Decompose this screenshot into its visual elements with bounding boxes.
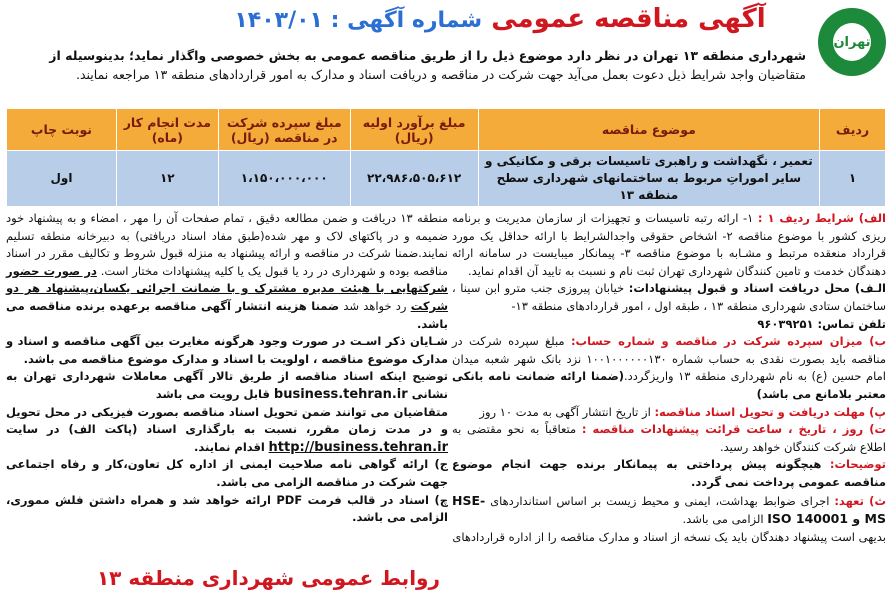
left-p1-bold: ضمنا هزینه انتشار آگهی مناقصه برعهده برنده مناقصه می باشد. [6, 298, 448, 331]
cell-duration: ۱۲ [116, 151, 218, 207]
title-number: شماره آگهی : ۱۴۰۳/۰۱ [234, 8, 483, 33]
condition-a-text: ۱- ارائه رتبه تاسیسات و تجهیزات از سازمان مدیریت و برنامه ریزی کشور با موضوع مناقصه ۲- اشخاص حقوقی واجدالشرایط با ارائه حداقل یک مورد قرارداد منعقده مرتبط و مشـابه با موضوع مناقصه ۳- پیمانکار میبایست در سامانه ارائه دهندگان خدمت و تامین کنندگان شهرداری تهران ثبت نام و نسبت به تایید آن اقدام نماید. [452, 211, 887, 278]
condition-th-label: ث) تعهد: [834, 493, 886, 508]
subject-line-1: تعمیر ، نگهداشت و راهبری تاسیسات برقی و مکانیکی و [484, 154, 813, 168]
footer-public-relations: روابط عمومی شهرداری منطقه ۱۳ [96, 566, 440, 590]
notes-text: هیچگونه پیش پرداختی به پیمانکار برنده جهت انجام موضوع مناقصه عمومی پرداخت نمی گردد. [452, 457, 886, 489]
page-title [200, 4, 800, 34]
left-paragraph-3 [6, 368, 448, 403]
cell-deposit: ۱،۱۵۰،۰۰۰،۰۰۰ [218, 151, 350, 207]
cell-estimate: ۲۲،۹۸۶،۵۰۵،۶۱۲ [350, 151, 478, 207]
logo-text: تهران [833, 23, 871, 61]
notes [452, 456, 886, 491]
condition-t-label: ت) روز ، تاریخ ، ساعت قرائت پیشنهادات مناقصه : [581, 422, 887, 437]
condition-b-label: ب) میزان سپرده شرکت در مناقصه و شماره حساب: [570, 334, 887, 349]
left-p3-text: توضیح اینکه اسناد مناقصه از طریق تالار آگهی معاملات شهرداری تهران به نشانی [6, 369, 448, 401]
condition-p [452, 404, 886, 422]
condition-p-label: پ) مهلت دریافت و تحویل اسناد مناقصه: [654, 404, 886, 419]
left-paragraph-2: شـایان ذکر اسـت در صورت وجود هرگونه مغایرت بین آگهی مناقصه و اسناد و مدارک موضوع مناقصه ، اولویت با اسناد و مدارک موضوع مناقصه می باشد. [6, 334, 448, 366]
cell-subject [478, 151, 819, 207]
col-header-subject: موضوع مناقصه [478, 109, 819, 151]
notes-label: توضیحات: [829, 457, 887, 472]
col-header-deposit: مبلغ سپرده شرکت در مناقصه (ریال) [218, 109, 350, 151]
col-header-duration: مدت انجام کار (ماه) [116, 109, 218, 151]
cell-print-round: اول [7, 151, 117, 207]
left-p4-tail: اقدام نمایند. [194, 439, 265, 454]
table-row [7, 151, 886, 207]
left-p1-text: منطقه ۱۳ دریافت و ضمن مطالعه دقیق ، تمام صفحات آن را مهر ، امضاء و به پیشنهاد خود ضمیمه و در پاکتهای لاک و مهر شده(طبق مفاد اسناد دریافتی) به دبیرخانه منطقه تسلیم نمایند.ضمنا شرکت در مناقصه و ارائه پیشنهاد به منزله قبول شروط و تکالیف مقرر در اسناد مناقصه بوده و شهرداری در رد یا قبول یک یا کلیه پیشنهادات مختار است. [6, 211, 448, 278]
left-p1-underline: در صورت حضور شرکتهایی با هیئت مدیره مشترک و با ضمانت اجرائی یکسان،پیشنهاد هر دو شرکت [6, 263, 449, 313]
business-link[interactable]: business.tehran.ir [273, 386, 408, 402]
standards-text: HSE-MS و ISO 140001 [452, 492, 886, 527]
tender-table [6, 108, 886, 207]
intro-line-2: متقاضیان واجد شرایط ذیل دعوت بعمل می‌آید جهت شرکت در مناقصه و دریافت اسناد و مدارک به امور قراردادهای منطقه ۱۳ مراجعه نمایند. [75, 67, 806, 82]
condition-th-tail: الزامی می باشد. [682, 512, 764, 527]
left-paragraph-1 [6, 210, 448, 333]
left-p3-tail: قابل رویت می باشد [155, 386, 270, 401]
business-url-link[interactable]: http://business.tehran.ir [268, 439, 448, 455]
cell-index: ۱ [820, 151, 886, 207]
condition-b-text: مبلغ سپرده شرکت در مناقصه باید بصورت نقدی به حساب شماره ۱۰۰۱۰۰۰۰۰۰۱۳۰ نزد بانک شهر شعبه میدان امام حسین (ع) به نام شهرداری منطقه ۱۳ واریزگردد. [452, 334, 886, 384]
condition-j: ج) ارائه گواهی نامه صلاحیت ایمنی از اداره کل تعاون،کار و رفاه اجتماعی جهت شرکت در مناقصه الزامی می باشد. [6, 457, 448, 489]
intro-text [6, 46, 806, 84]
documents-location-text: خیابان پیروزی جنب مترو ابن سینا ، ساختمان ستادی شهرداری منطقه ۱۳ ، طبقه اول ، امور قراردادهای منطقه ۱۳- [452, 281, 886, 313]
condition-b [452, 333, 886, 403]
condition-a [452, 210, 886, 280]
condition-th [452, 492, 886, 529]
title-main: آگهی مناقصه عمومی [491, 4, 766, 34]
phone-number: تلفن تماس: ۹۶۰۳۹۲۵۱ [757, 316, 886, 331]
condition-t-text: متعاقباً به نحو مقتضی به اطلاع شرکت کنندگان خواهد رسید. [452, 422, 886, 454]
documents-location-label: الـف) محل دریافت اسناد و قبول پیشنهادات: [628, 281, 886, 296]
col-header-index: ردیف [820, 109, 886, 151]
table-header-row [7, 109, 886, 151]
closing-note: بدیهی است پیشنهاد دهندگان باید یک نسخه از اسناد و مدارک مناقصه را از اداره قراردادهای [452, 529, 886, 544]
condition-b-bold: (ضمنا ارائه ضمانت نامه بانکی معتبر بلامانع می باشد) [452, 369, 886, 401]
col-header-estimate: مبلغ برآورد اولیه (ریال) [350, 109, 478, 151]
condition-th-text: اجرای ضوابط بهداشت، ایمنی و محیط زیست بر اساس استانداردهای [490, 493, 830, 508]
conditions-left-column [6, 210, 448, 527]
subject-line-2: سایر اموراتِ مربوط به ساختمانهای شهرداری سطح منطقه ۱۳ [496, 171, 802, 202]
condition-a-label: الف) شرایط ردیف ۱ : [757, 211, 886, 225]
left-paragraph-4 [6, 404, 448, 457]
conditions-right-column [452, 210, 886, 546]
tehran-municipality-logo [818, 8, 886, 76]
col-header-print-round: نوبت چاپ [7, 109, 117, 151]
left-p1-tail: رد خواهد شد [343, 298, 407, 313]
left-p4-text: متقاضیان می توانند ضمن تحویل اسناد مناقصه بصورت فیزیکی در محل تحویل و در مدت زمان مقرر، نسبت به بارگذاری اسناد (پاکت الف) در سایت [6, 404, 448, 437]
documents-location [452, 280, 886, 315]
condition-t [452, 421, 886, 456]
condition-ch: چ) اسناد در قالب فرمت PDF ارائه خواهد شد و همراه داشتن فلش مموری، الزامی می باشد. [6, 492, 448, 525]
intro-line-1: شهرداری منطقه ۱۳ تهران در نظر دارد موضوع ذیل را از طریق مناقصه عمومی به بخش خصوصی واگذار نماید؛ بدینوسیله از [49, 48, 806, 63]
condition-p-text: از تاریخ انتشار آگهی به مدت ۱۰ روز [479, 404, 651, 419]
